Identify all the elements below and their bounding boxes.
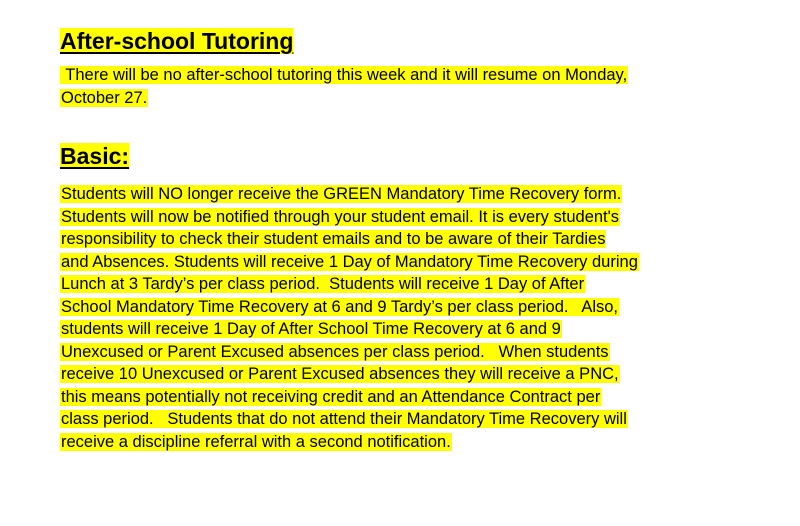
text-line bbox=[60, 273, 775, 296]
section-heading-tutoring bbox=[60, 27, 293, 55]
text-line-content: and Absences. Students will receive 1 Day of Mandatory Time Recovery during bbox=[61, 252, 638, 271]
text-line-content: Unexcused or Parent Excused absences per class period. When students bbox=[61, 342, 609, 361]
text-line bbox=[60, 206, 775, 229]
text-line bbox=[60, 386, 775, 409]
section-heading-basic bbox=[60, 142, 129, 170]
text-line-content: class period. Students that do not attend their Mandatory Time Recovery will bbox=[61, 410, 627, 428]
text-line bbox=[60, 341, 775, 364]
text-line-content: Lunch at 3 Tardy’s per class period. Students will receive 1 Day of After bbox=[61, 275, 585, 293]
text-line-content: October 27. bbox=[61, 88, 148, 107]
heading-text: Basic: bbox=[60, 143, 130, 169]
text-line-content: Students will NO longer receive the GREEN Mandatory Time Recovery form. bbox=[61, 185, 622, 203]
text-line-content: this means potentially not receiving credit and an Attendance Contract per bbox=[61, 387, 601, 406]
text-line bbox=[60, 228, 775, 251]
text-line bbox=[60, 431, 775, 454]
text-line-content: responsibility to check their student emails and to be aware of their Tardies bbox=[61, 230, 606, 248]
text-line-content: There will be no after-school tutoring this week and it will resume on Monday, bbox=[61, 66, 628, 84]
section-body-basic bbox=[60, 183, 775, 453]
heading-text: After-school Tutoring bbox=[60, 28, 294, 54]
text-line bbox=[60, 251, 775, 274]
text-line-content: Students will now be notified through your student email. It is every student's bbox=[61, 207, 620, 226]
text-line bbox=[60, 363, 775, 386]
text-line bbox=[60, 87, 775, 110]
text-line bbox=[60, 408, 775, 431]
section-body-tutoring bbox=[60, 64, 775, 109]
text-line bbox=[60, 296, 775, 319]
text-line bbox=[60, 183, 775, 206]
text-line-content: students will receive 1 Day of After School Time Recovery at 6 and 9 bbox=[61, 320, 561, 338]
text-line bbox=[60, 318, 775, 341]
text-line bbox=[60, 64, 775, 87]
text-line-content: receive 10 Unexcused or Parent Excused absences they will receive a PNC, bbox=[61, 365, 619, 383]
text-line-content: receive a discipline referral with a second notification. bbox=[61, 432, 451, 451]
text-line-content: School Mandatory Time Recovery at 6 and 9 Tardy’s per class period. Also, bbox=[61, 297, 619, 316]
